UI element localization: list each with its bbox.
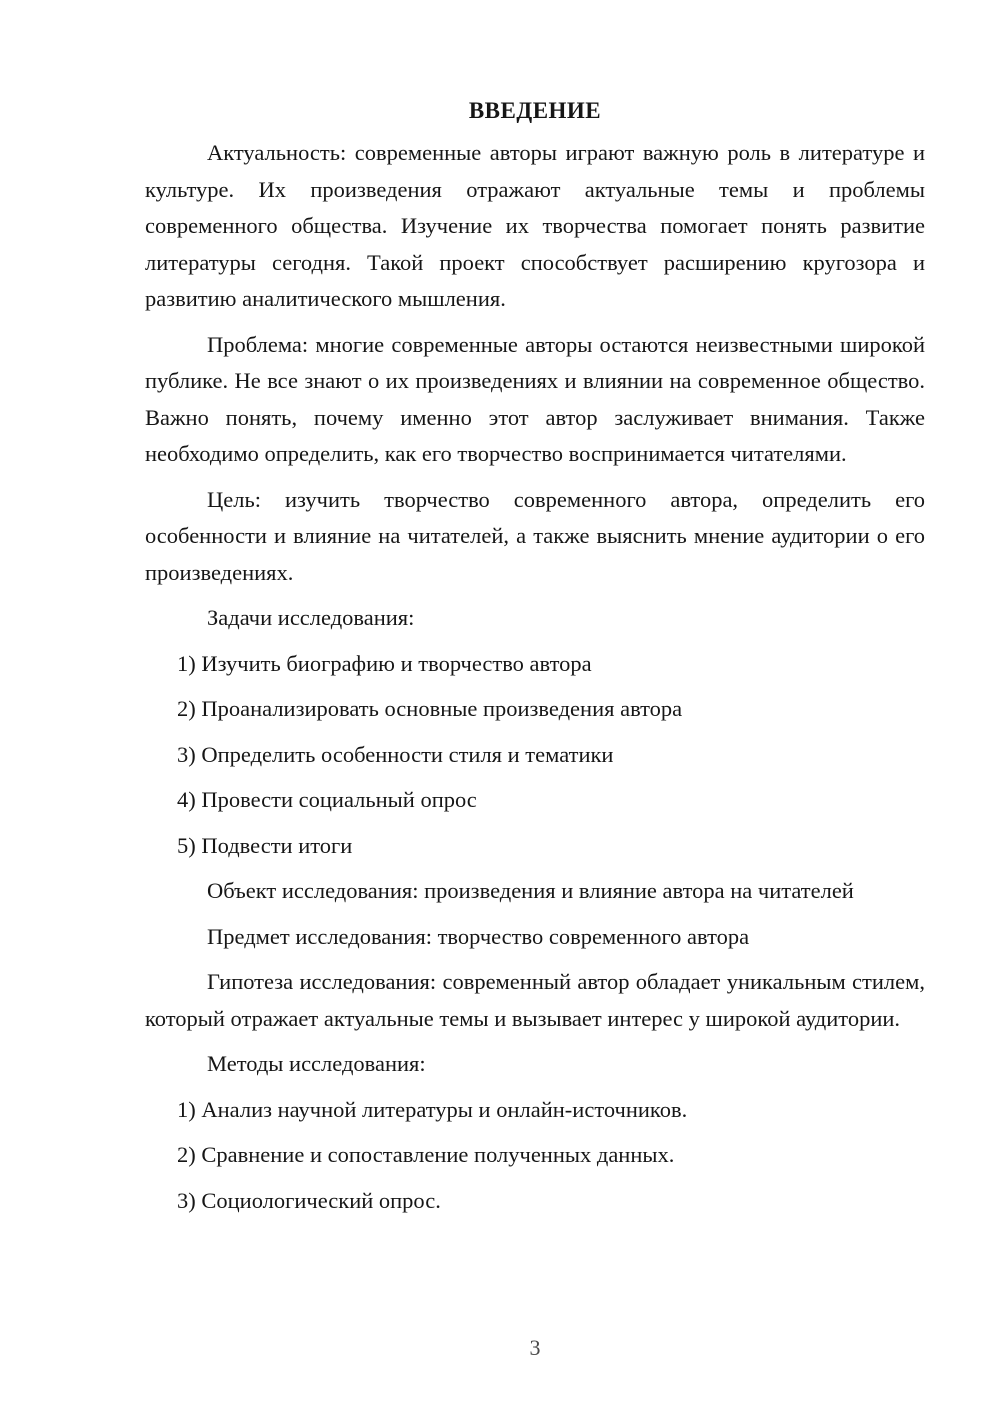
task-item-5: 5) Подвести итоги bbox=[177, 832, 353, 858]
task-item-3: 3) Определить особенности стиля и тематики bbox=[177, 741, 614, 767]
page-number: 3 bbox=[529, 1335, 541, 1360]
paragraph-object: Объект исследования: произведения и влияние автора на читателей bbox=[207, 878, 854, 903]
paragraph-actuality: Актуальность: современные авторы играют важную роль в литературе и культуре. Их произведения отражают актуальные темы и проблемы современного общества. Изучение их творчества помогает понять развитие литературы сегодня. Такой проект способствует расширению кругозора и развитию аналитического мышления. bbox=[145, 140, 925, 311]
paragraph-goal: Цель: изучить творчество современного автора, определить его особенности и влияние на читателей, а также выяснить мнение аудитории о его произведениях. bbox=[145, 486, 925, 585]
paragraph-problem: Проблема: многие современные авторы остаются неизвестными широкой публике. Не все знают о их произведениях и влиянии на современное общество. Важно понять, почему именно этот автор заслуживает внимания. Также необходимо определить, как его творчество воспринимается читателями. bbox=[145, 331, 925, 466]
section-title: ВВЕДЕНИЕ bbox=[468, 98, 602, 123]
task-item-4: 4) Провести социальный опрос bbox=[177, 787, 477, 812]
task-item-1: 1) Изучить биографию и творчество автора bbox=[177, 650, 592, 676]
method-item-3: 3) Социологический опрос. bbox=[177, 1187, 441, 1213]
paragraph-hypothesis: Гипотеза исследования: современный автор обладает уникальным стилем, который отражает актуальные темы и вызывает интерес у широкой аудитории. bbox=[145, 969, 925, 1031]
paragraph-subject: Предмет исследования: творчество современного автора bbox=[207, 923, 750, 949]
method-item-1: 1) Анализ научной литературы и онлайн-источников. bbox=[177, 1096, 688, 1122]
tasks-heading: Задачи исследования: bbox=[207, 605, 415, 630]
task-item-2: 2) Проанализировать основные произведения автора bbox=[177, 696, 683, 721]
method-item-2: 2) Сравнение и сопоставление полученных данных. bbox=[177, 1142, 675, 1167]
methods-heading: Методы исследования: bbox=[207, 1051, 426, 1076]
